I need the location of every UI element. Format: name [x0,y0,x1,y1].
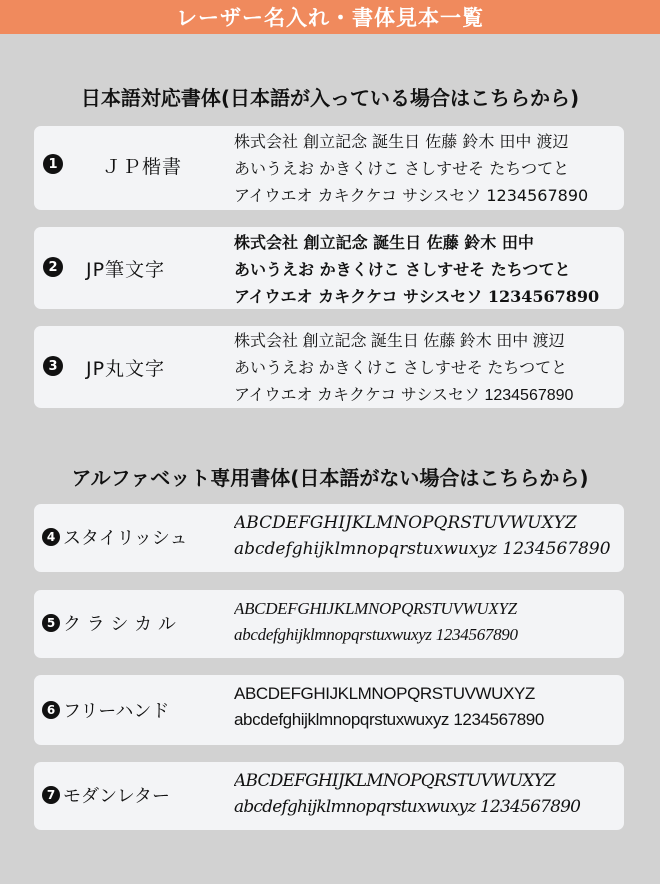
sample-line: ABCDEFGHIJKLMNOPQRSTUVWUXYZ [234,684,535,703]
font-sample [234,768,618,820]
font-name-row [42,782,170,808]
sample-line: あいうえお かきくけこ さしすせそ たちつてと [234,159,570,178]
page-header [0,0,660,34]
font-name: フリーハンド [63,701,170,722]
font-name: モダンレター [63,786,171,807]
number-badge: 6 [42,701,60,719]
sample-line: あいうえお かきくけこ さしすせそ たちつてと [234,260,571,279]
font-card-jp-kaisho[interactable] [34,126,624,210]
font-sample [234,510,618,562]
font-name: スタイリッシュ [63,528,188,549]
number-badge: 2 [43,257,63,277]
sample-line: abcdefghijklmnopqrstuxwuxyz 1234567890 [234,797,581,817]
number-badge: 7 [42,786,60,804]
sample-line: abcdefghijklmnopqrstuxwuxyz 1234567890 [234,539,611,559]
font-sample [234,128,618,209]
sample-line: 株式会社 創立記念 誕生日 佐藤 鈴木 田中 渡辺 [234,333,565,350]
section-title-alphabet: アルファベット専用書体(日本語がない場合はこちらから) [71,466,589,490]
font-name-row [42,610,176,636]
sample-line: 株式会社 創立記念 誕生日 佐藤 鈴木 田中 [234,233,534,252]
sample-line: あいうえお かきくけこ さしすせそ たちつてと [234,360,568,377]
sample-line: アイウエオ カキクケコ サシスセソ 1234567890 [234,186,589,205]
sample-line: abcdefghijklmnopqrstuxwuxyz 1234567890 [234,625,518,644]
font-card-jp-maru[interactable] [34,326,624,408]
number-badge: 1 [43,154,63,174]
sample-line: アイウエオ カキクケコ サシスセソ 1234567890 [234,287,600,306]
header-title: レーザー名入れ・書体見本一覧 [176,6,484,30]
font-sample [234,328,618,409]
font-sample [234,596,618,648]
font-card-freehand[interactable] [34,675,624,745]
number-badge: 5 [42,614,60,632]
sample-line: ABCDEFGHIJKLMNOPQRSTUVWUXYZ [234,771,556,791]
font-card-jp-fude[interactable] [34,227,624,309]
font-card-stylish[interactable] [34,504,624,572]
font-card-classical[interactable] [34,590,624,658]
font-sample [234,229,618,310]
font-name-row [42,697,169,723]
number-badge: 3 [43,356,63,376]
font-sample [234,681,618,733]
sample-line: ABCDEFGHIJKLMNOPQRSTUVWUXYZ [234,513,577,533]
sample-line: アイウエオ カキクケコ サシスセソ 1234567890 [234,387,574,404]
sample-line: abcdefghijklmnopqrstuxwuxyz 1234567890 [234,710,544,729]
font-card-modern-letter[interactable] [34,762,624,830]
number-badge: 4 [42,528,60,546]
sample-line: ABCDEFGHIJKLMNOPQRSTUVWUXYZ [234,599,517,618]
font-name: JP筆文字 [86,259,166,281]
font-name: ク ラ シ カ ル [63,614,176,635]
font-name-row [42,524,188,550]
font-name: ＪＰ楷書 [102,156,183,178]
font-name: JP丸文字 [86,358,166,380]
sample-line: 株式会社 創立記念 誕生日 佐藤 鈴木 田中 渡辺 [234,132,569,151]
section-title-japanese: 日本語対応書体(日本語が入っている場合はこちらから) [80,86,580,110]
